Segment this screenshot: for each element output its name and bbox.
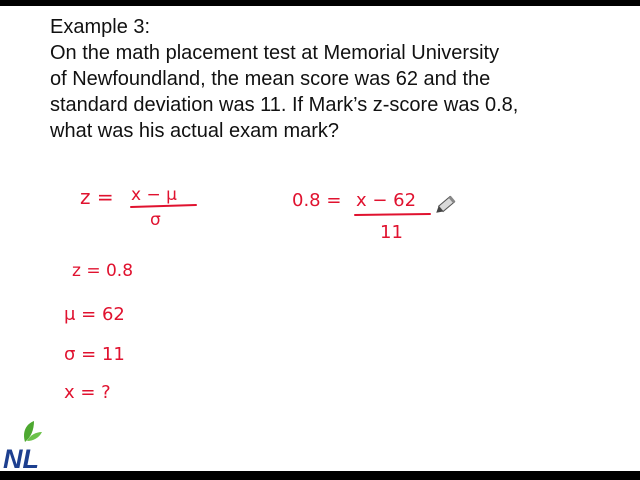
given-mu: μ = 62 (64, 304, 125, 325)
formula-numerator: x − μ (131, 185, 177, 205)
problem-line-2: of Newfoundland, the mean score was 62 and the (50, 68, 491, 90)
given-z: z = 0.8 (72, 261, 134, 281)
formula-lhs: z = (80, 185, 114, 209)
formula-denominator: σ (150, 210, 161, 230)
slide-canvas (0, 6, 640, 471)
formula-fraction-bar (131, 205, 196, 207)
nl-leaf-logo (2, 418, 54, 470)
substitution-numerator: x − 62 (356, 190, 417, 211)
substitution-denominator: 11 (380, 222, 403, 243)
givens-list (64, 261, 133, 403)
zscore-formula (80, 185, 196, 230)
example-heading: Example 3: (50, 16, 151, 38)
problem-text (50, 14, 620, 144)
bottom-border (0, 471, 640, 480)
given-sigma: σ = 11 (64, 344, 125, 365)
substitution-fraction-bar (355, 214, 430, 215)
logo-text: NL (3, 444, 39, 470)
problem-line-4: what was his actual exam mark? (50, 120, 340, 142)
given-x: x = ? (64, 382, 111, 403)
problem-line-1: On the math placement test at Memorial University (50, 42, 500, 64)
substitution-equation (292, 190, 430, 243)
pencil-icon (434, 196, 455, 216)
substitution-lhs: 0.8 = (292, 190, 342, 211)
problem-line-3: standard deviation was 11. If Mark’s z-score was 0.8, (50, 94, 519, 116)
